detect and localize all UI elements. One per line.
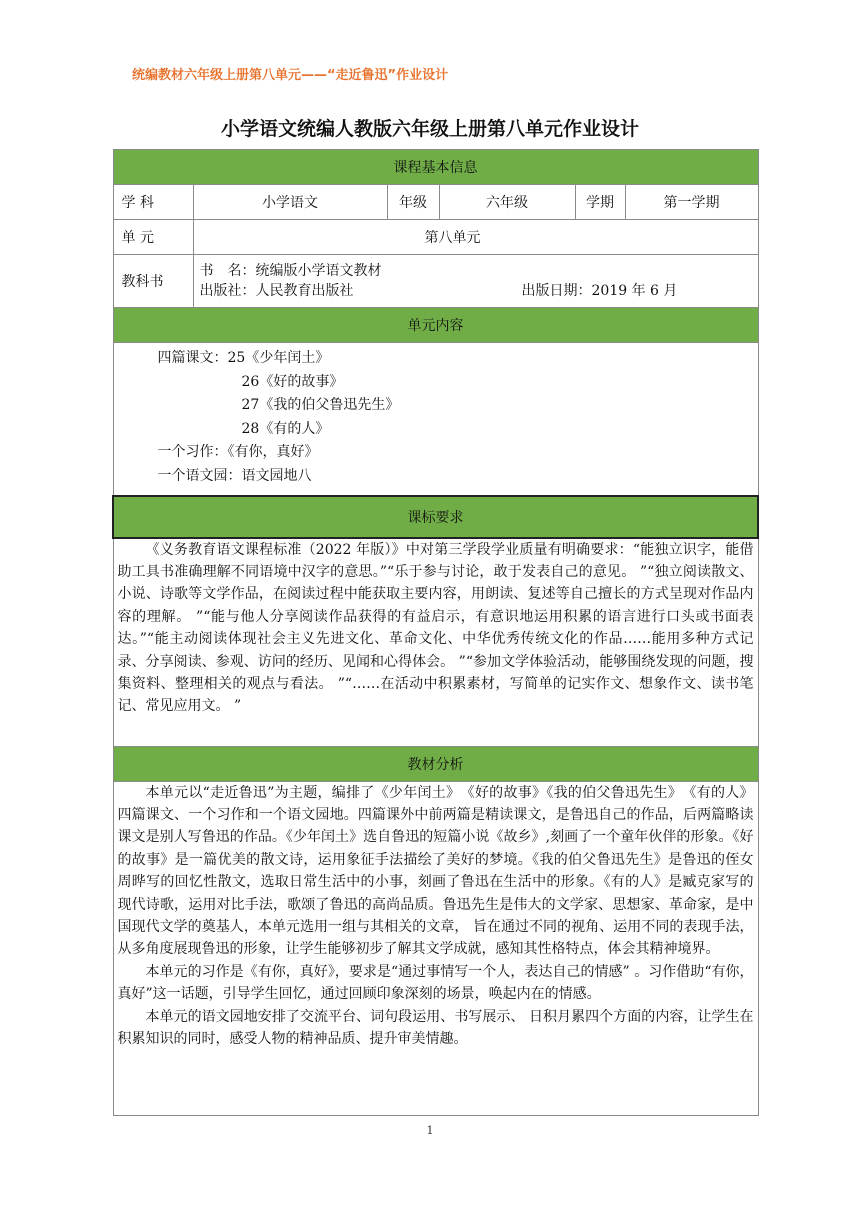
section-analysis: 教材分析 (113, 746, 758, 781)
section-unit-content: 单元内容 (113, 308, 758, 343)
list-item: 四篇课文：25《少年闰土》 (157, 350, 330, 366)
section-standards: 课标要求 (113, 496, 758, 538)
analysis-paragraph: 本单元的习作是《有你，真好》，要求是“通过事情写一个人，表达自己的情感” 。习作借助“有你，真好”这一话题，引导学生回忆，通过回顾印象深刻的场景，唤起内在的情感。 (117, 963, 754, 1003)
analysis-paragraph: 本单元以“走近鲁迅”为主题，编排了《少年闰土》 《好的故事》《我的伯父鲁迅先生》 《有的人》四篇课文、一个习作和一个语文园地。四篇课外中前两篇是精读课文，是鲁迅自己的作品，后两篇略读课文是别人写鲁迅的作品。《少年闰土》选自鲁迅的短篇小说《故乡》,刻画了一个童年伙伴的形象。《好的故事》是一篇优美的散文诗，运用象征手法描绘了美好的梦境。《我的伯父鲁迅先生》是鲁迅的侄女周晔写的回忆性散文，选取日常生活中的小事，刻画了鲁迅在生活中的形象。《有的人》是臧克家写的现代诗歌，运用对比手法，歌颂了鲁迅的高尚品质。鲁迅先生是伟大的文学家、思想家、革命家，是中国现代文学的奠基人，本单元选用一组与其相关的文章， 旨在通过不同的视角、运用不同的表现手法，从多角度展现鲁迅的形象，让学生能够初步了解其文学成就，感知其性格特点，体会其精神境界。 (117, 784, 754, 958)
textbook-info (193, 255, 758, 308)
list-item: 28《有的人》 (241, 420, 330, 437)
term-value: 第一学期 (625, 185, 758, 220)
list-item: 26《好的故事》 (241, 373, 344, 390)
list-item: 一个习作：《有你，真好》 (157, 444, 319, 461)
analysis-paragraph: 本单元的语文园地安排了交流平台、词句段运用、书写展示、 日积月累四个方面的内容，让学生在积累知识的同时，感受人物的精神品质、提升审美情趣。 (117, 1008, 754, 1048)
section-basic-info: 课程基本信息 (113, 150, 758, 185)
running-header: 统编教材六年级上册第八单元——“走近鲁迅”作业设计 (132, 68, 449, 83)
unit-label: 单 元 (113, 220, 193, 255)
grade-value: 六年级 (439, 185, 575, 220)
analysis-text (113, 781, 758, 1115)
design-table (112, 149, 759, 1116)
standards-text (113, 538, 758, 747)
unit-value: 第八单元 (193, 220, 758, 255)
list-item: 一个语文园：语文园地八 (157, 467, 312, 484)
textbook-label: 教科书 (113, 255, 193, 308)
subject-value: 小学语文 (193, 185, 387, 220)
book-name: 书 名：统编版小学语文教材 (199, 263, 382, 279)
publisher: 出版社：人民教育出版社 (199, 283, 354, 299)
subject-label: 学 科 (113, 185, 193, 220)
page-number: 1 (426, 1124, 434, 1137)
list-item: 27《我的伯父鲁迅先生》 (241, 397, 400, 414)
unit-content-list (113, 343, 758, 496)
page-title: 小学语文统编人教版六年级上册第八单元作业设计 (220, 118, 639, 140)
term-label: 学期 (575, 185, 625, 220)
publish-date: 出版日期：2019 年 6 月 (521, 283, 678, 299)
standards-paragraph: 《义务教育语文课程标准（2022 年版）》中对第三学段学业质量有明确要求：“能独立识字，能借助工具书准确理解不同语境中汉字的意思。”“乐于参与讨论，敢于发表自己的意见。 ”“独立阅读散文、小说、诗歌等文学作品，在阅读过程中能获取主要内容，用朗读、复述等自己擅长的方式呈现对作品内容的理解。 ”“能与他人分享阅读作品获得的有益启示，有意识地运用积累的语言进行口头或书面表达。”“能主动阅读体现社会主义先进文化、革命文化、中华优秀传统文化的作品……能用多种方式记录、分享阅读、参观、访问的经历、见闻和心得体会。 ”“参加文学体验活动，能够围绕发现的问题，搜集资料、整理相关的观点与看法。 ”“……在活动中积累素材，写简单的记实作文、想象作文、读书笔记、常见应用文。 ” (117, 541, 754, 715)
grade-label: 年级 (387, 185, 439, 220)
